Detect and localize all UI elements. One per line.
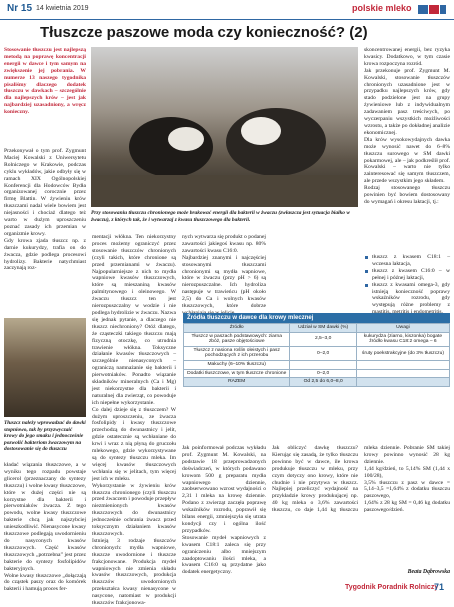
page-number: 71	[434, 582, 445, 592]
table-cell	[356, 360, 449, 369]
table-header-row	[184, 324, 450, 333]
table-cell: 0–2,0	[290, 346, 357, 360]
table-row	[184, 332, 450, 346]
cows-photo-top	[91, 47, 358, 207]
table-cell: 2,5–3,0	[290, 332, 357, 346]
caption-left: Tłuszcz należy wprowadzać do dawki stopniowo, tak by przyzwyczaić krowy do jego smaku i jednocześnie pozwolić bakteriom żwaczowym na dostosowanie się do tłuszczu	[4, 420, 86, 453]
table-cell: Dodatki tłuszczowe, w tym tłuszcze chronione	[184, 369, 290, 378]
caption-top: Przy stosowaniu tłuszczu chronionego może brakować energii dla bakterii w żwaczu (zwłaszcza jest sytuacja białko w żwaczu), z których tak, że i wytwarzaj z kwasu tłuszczowego dla bakterii.	[91, 210, 350, 223]
table-row	[184, 378, 450, 387]
author: Beata Dąbrowska	[407, 569, 450, 575]
bullet-item: tłuszcz z kwasem C18:1 – wczesna laktacja,	[364, 254, 450, 268]
article-body-col4b: Jak obliczyć dawkę tłuszczu? Kierując się zasadą, że tylko tłuszczu powinno być w dawce, ile krowa produkuje tłuszczu w mleku, przy czym dotyczy ono krowy, które nie chudnie i nie przytywa w tłuszcz. Najlepiej przeliczyć wydajność na przykładzie krowy produkującej np. 40 kg mleka o 3,6% zawartości tłuszczu, co daje 1,44 kg tłuszczu mleka dziennie. Pobranie SM takiej krowy powinno wynosić 28 kg dziennie. 1,44 kg/dzień, to 5,14% SM (1,44 x 100/28), 3,5% tłuszczu z pasz w dawce = 5,14–3,5 =1,64% z dodatku tłuszczu paszowego, 1,64% z 28 kg SM = 0,46 kg dodatku paszowego/dzień.	[272, 445, 450, 514]
article-lead: Stosowanie tłuszczu jest najlepszą metodą na poprawę koncentracji energii w dawce i tym samym na zwiększenie jej pobrania. W numerze 13 naszego tygodnika pisaliśmy dlaczego dodatek tłuszczu w dawkach – szczególnie dla najlepszych krów – jest jak najbardziej uzasadniony, a wręcz konieczny.	[4, 47, 86, 116]
section-logo-icon	[418, 2, 446, 16]
bullet-item: tłuszcz z kwasem C16:0 – w pełnej i późnej laktacji,	[364, 268, 450, 282]
table-cell	[356, 378, 449, 387]
bullet-list	[364, 254, 450, 316]
table-cell	[290, 360, 357, 369]
section-logo	[352, 2, 446, 16]
table-cell: Od 2,5 do 6,0–8,0	[290, 378, 357, 387]
table-row	[184, 369, 450, 378]
table-cell: Makuchy (6–10% tłuszczu)	[184, 360, 290, 369]
article-body-col2: mentacji włókna. Ten niekorzystny proces możemy ograniczyć przez stosowanie tłuszczów chronionych (czyli takich, które chronione są przed przemianami w żwaczu). Najpopularniejsze z nich to mydła wapniowe kwasów tłuszczowych, które są mieszaniną kwasów palmitynowego i oleinowego. W żwaczu tłuszcz ten jest nierozpuszczalny w wodzie i nie podlega hydrolizie w żwaczu. Nazwa się jednak pytanie, a dlaczego nie tłuszcz niechroniony? Otóż dlatego, że cząsteczki takiego tłuszczu mają fizyczną otoczkę, co utrudnia trawienie włókna. Toksyczne działanie kwasów tłuszczowych – szczególnie nienasyconych – ograniczą namnażanie się bakterii i pierwotniaków. Ponadto wiązanie składników mineralnych (Ca i Mg) jest niekorzystne dla bakterii i naturalnej dla zwierząt, co powoduje ich niepełne wykorzystanie. Co dalej dzieje się z tłuszczem? W dużym uproszczeniu, ze żwacza fosfolipidy i kwasy tłuszczowe przechodzą do dwunastnicy i jelit, gdzie ostatecznie są wchłaniane do krwi i wraz z nią płyną do gruczołu mlekowego, gdzie wykorzystywane są do syntezy tłuszczu mleka. Im więcej kwasów tłuszczowych wchłania się w jelitach, tym więcej jest ich w mleku. Wykorzystanie w żywieniu krów tłuszczu chronionego (czyli tłuszczu przed żwaczem i powoduje przepływ niezmienionych kwasów tłuszczowych do dwunastnicy jednocześnie ochrania żwacz przed toksycznym działaniem kwasów tłuszczowych. Istnieją 3 rodzaje tłuszczów chronionych: mydła wapniowe, tłuszcze uwodornione i tłuszcze frakcjonowane. Produkcja mydeł wapniowych nie zmienia składu kwasów tłuszczowych, produkcja tłuszczów uwodornionych przekształca kwasy nienasycone w nasycone, natomiast w produkcji tłuszczów frakcjonowa-	[92, 234, 176, 607]
article-body-col1b: kładać wiązania tłuszczowe, a w wyniku tego rozpadu powstaje glicerol (przeznaczany do syntezy tłuszczu) i wolne kwasy tłuszczowe, które w dużej części nie są korzystne dla bakterii i pierwotniaków żwacza. Z tego powodu, wolne kwasy tłuszczowe bakterie chcą jak najszybciej unieszkodliwić. Nienasycone kwasy tłuszczowe podlegają uwodornieniu do nasyconych kwasów tłuszczowych. Część kwasów tłuszczowych „potrzebna” jest przez bakterie do syntezy fosfolipidów bakteryjnych. Wolne kwasy tłuszczowe „dołączają do cząstek paszy oraz do komórek bakterii i hamują proces fer-	[4, 462, 86, 593]
article-body-col3: nych wytwarza się produkt o podanej zawartości jakiegoś kwasu np. 80% zawartości kwasu C16:0. Najbardziej znanymi i najczęściej stosowanymi tłuszczami chronionymi są mydła wapniowe, które w żwaczu (przy pH > 6) są nierozpuszczalne. Ich hydroliza następuje w trawieńcu (pH około 2,5) do Ca i wolnych kwasów tłuszczowych, które dobrze	[182, 234, 266, 310]
table-cell: kukurydza (ziarno, kiszonka) bogate źródło kwasu C18:2 omega – 6	[356, 332, 449, 346]
footer-brand: Tygodnik Poradnik Rolniczy	[345, 584, 439, 591]
table-cell: śruty poekstrakcyjne (do 3% tłuszczu)	[356, 346, 449, 360]
table-row	[184, 360, 450, 369]
header-divider	[0, 19, 454, 20]
cow-photo-left	[4, 318, 86, 417]
bullet-item: tłuszcz z kwasami omega-3, gdy istnieją konieczność poprawy wskaźników rozrodu, gdy występują różne problemy z mastitis, metritis i endometritis.	[364, 282, 450, 317]
table-cell: Tłuszcz w paszach podstawowych: ziarna zbóż, pasze objętościowe	[184, 332, 290, 346]
table-cell: Tłuszcz z nasiona roślin oleistych i pasz pochodzących z ich przerobu	[184, 346, 290, 360]
fat-sources-table	[183, 313, 450, 385]
article-body-col4a: skoncentrowanej energii, bez ryzyka kwasicy. Dodatkowo, w tym czasie krowa rozpoczyna rozród. Jak przekonuje prof. Zygmunt M. Kowalski, stosowanie tłuszczów chronionych uzasadnione jest w przypadku najlepszych krów, gdy stado podzielone jest na grupy żywieniowe lub z indywidualnym zadawaniem pasz treściwych, po wyczerpaniu wszystkich możliwości wzrostu, a także po dokładnej analizie ekonomicznej. Dla krów wysokowydajnych dawka może wynosić nawet do 6–8% tłuszczu surowego w SM dawki pokarmowej, ale – jak podkreślił prof. Kowalski – warto nie tylko zainteresować się samym tłuszczem, ale przede wszystkim jego składem. Rodzaj stosowanego tłuszczu powinien być bowiem dostosowany do wymagań i okresu laktacji, tj.:	[364, 47, 450, 205]
table-title: Źródła tłuszczu w dawce dla krowy mlecznej	[183, 313, 450, 323]
section-name: polskie mleko	[352, 3, 412, 13]
table-grid	[183, 323, 450, 387]
table-cell: 0–2,0	[290, 369, 357, 378]
table-header-notes: Uwagi	[356, 324, 449, 333]
table-row	[184, 346, 450, 360]
page-header	[0, 0, 454, 20]
table-cell	[356, 369, 449, 378]
table-header-share: Udział w SM dawki (%)	[290, 324, 357, 333]
table-header-source: Źródło	[184, 324, 290, 333]
article-title: Tłuszcze paszowe moda czy konieczność? (2)	[40, 24, 368, 41]
article-body-col3b: Jak poinformował podczas wykładu prof. Zygmunt M. Kowalski, na podstawie 18 przeprowadzonych doświadczeń, w których podawano krowom 500 g preparatu mydła wapniowego dziennie, zaobserwowano wzrost wydajności o 2,31 l mleka na krowę dziennie. Podano z zwierząt zaczęła poprawę wskaźników rozrodu, poprawił się bilans energii, zmniejszyła się utrata kondycji czy i ogólna ilość przypadków. Stosowanie mydeł wapniowych z kwasem C18:1 zaleca się przy ograniczeniu albo mniejszym zaadoptowaniu ilości mleka, a kwasem C16:0 są przydatne jako dodatek energetyczny.	[182, 445, 266, 576]
issue-number: Nr 15	[7, 3, 33, 14]
table-cell: RAZEM	[184, 378, 290, 387]
issue-date: 14 kwietnia 2019	[36, 5, 89, 12]
article-body-col1a: Przekonywał o tym prof. Zygmunt Maciej Kowalski z Uniwersytetu Rolniczego w Krakowie, podczas cyklu wykładów, jakie odbyły się w ramach XIX Ogólnopolskiej Konferencji dla Hodowców Bydła organizowanej corocznie przez firmę Blattin. W żywieniu krów tłuszczami nadal wiele bowiem jest niejasności i chociaż dlatego też warto w dużym uproszczeniu poznać zasady ich przemian w organizmie krowy. Gdy krowa zjada tłuszcz np. z darnie kukurydzy, trafia on do żwacza, gdzie podlega procesowi hydrolizy. Bakterie natychmiast zaczynają roz-	[4, 148, 86, 272]
